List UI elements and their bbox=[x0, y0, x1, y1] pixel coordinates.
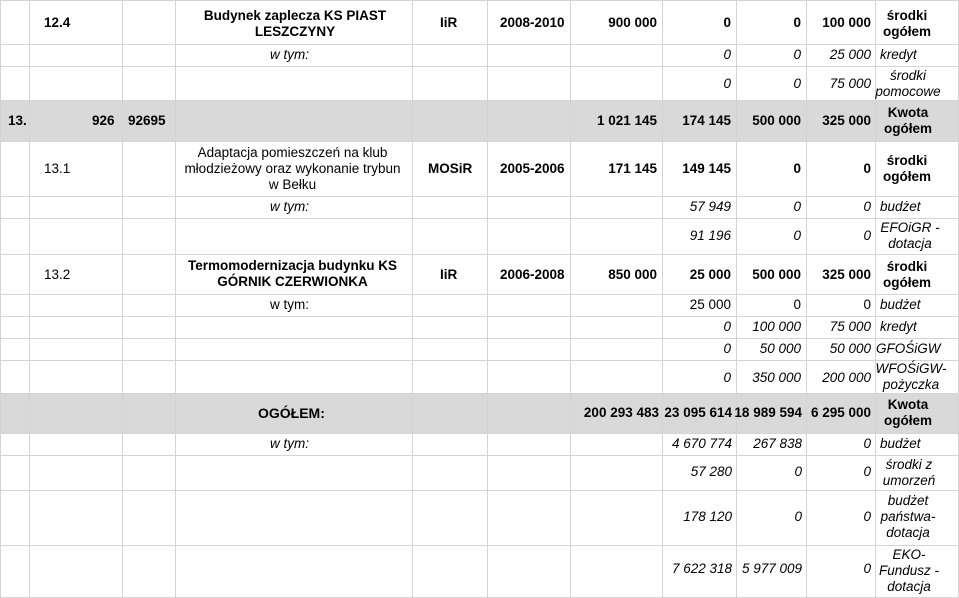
value-y3: 325 000 bbox=[822, 113, 871, 128]
value-y1: 7 622 318 bbox=[671, 561, 732, 576]
value-y1: 149 145 bbox=[682, 161, 731, 176]
value-y1: 174 145 bbox=[682, 113, 731, 128]
unit: IiR bbox=[440, 15, 458, 30]
value-y2: 0 bbox=[794, 509, 802, 524]
total-cost: 850 000 bbox=[608, 267, 657, 282]
funding-source: środki z umorzeń bbox=[882, 457, 936, 488]
value-y2: 0 bbox=[793, 199, 801, 214]
subrow-label: w tym: bbox=[270, 199, 309, 214]
value-y3: 25 000 bbox=[829, 47, 871, 62]
years: 2006-2008 bbox=[500, 267, 565, 282]
value-y3: 0 bbox=[863, 199, 871, 214]
subrow-label: w tym: bbox=[270, 436, 309, 451]
value-y3: 75 000 bbox=[829, 319, 871, 334]
value-y2: 18 989 594 bbox=[734, 405, 802, 420]
chapter: 92695 bbox=[128, 113, 166, 128]
value-y1: 178 120 bbox=[683, 509, 732, 524]
value-y2: 5 977 009 bbox=[741, 561, 802, 576]
value-y2: 0 bbox=[793, 76, 801, 91]
value-y2: 267 838 bbox=[753, 436, 802, 451]
funding-source: środki ogółem bbox=[882, 8, 931, 39]
value-y1: 4 670 774 bbox=[671, 436, 732, 451]
funding-source: Kwota ogółem bbox=[883, 397, 932, 428]
value-y3: 6 295 000 bbox=[810, 405, 871, 420]
subrow-label: w tym: bbox=[270, 297, 309, 312]
funding-source: środki ogółem bbox=[882, 259, 931, 290]
total-cost: 200 293 483 bbox=[583, 405, 659, 420]
funding-source: budżet państwa- dotacja bbox=[880, 493, 936, 540]
total-cost: 171 145 bbox=[608, 161, 657, 176]
value-y1: 57 949 bbox=[689, 199, 731, 214]
value-y2: 0 bbox=[793, 161, 801, 176]
value-y3: 100 000 bbox=[822, 15, 871, 30]
value-y3: 325 000 bbox=[822, 267, 871, 282]
value-y2: 0 bbox=[793, 47, 801, 62]
value-y2: 0 bbox=[794, 464, 802, 479]
task-name: Termomodernizacja budynku KS GÓRNIK CZERWIONKA bbox=[187, 258, 398, 289]
task-name: Budynek zaplecza KS PIAST LESZCZYNY bbox=[203, 8, 387, 39]
value-y1: 0 bbox=[723, 370, 731, 385]
subrow-label: w tym: bbox=[270, 47, 309, 62]
value-y3: 0 bbox=[863, 297, 871, 312]
value-y2: 500 000 bbox=[752, 113, 801, 128]
value-y3: 50 000 bbox=[829, 341, 871, 356]
funding-source: środki ogółem bbox=[882, 153, 931, 184]
value-y2: 50 000 bbox=[759, 341, 801, 356]
value-y1: 0 bbox=[723, 15, 731, 30]
funding-source: budżet bbox=[880, 199, 921, 214]
value-y3: 200 000 bbox=[822, 370, 871, 385]
value-y2: 500 000 bbox=[752, 267, 801, 282]
value-y2: 0 bbox=[793, 15, 801, 30]
value-y2: 0 bbox=[793, 297, 801, 312]
division: 926 bbox=[92, 113, 115, 128]
value-y1: 25 000 bbox=[689, 297, 731, 312]
funding-source: EKO- Fundusz - dotacja bbox=[878, 547, 940, 594]
funding-source: kredyt bbox=[880, 47, 917, 62]
value-y3: 0 bbox=[863, 561, 871, 576]
unit: IiR bbox=[440, 267, 458, 282]
total-cost: 900 000 bbox=[608, 15, 657, 30]
value-y1: 91 196 bbox=[689, 228, 731, 243]
value-y2: 350 000 bbox=[752, 370, 801, 385]
row-number: 13.2 bbox=[44, 267, 71, 282]
value-y3: 0 bbox=[863, 436, 871, 451]
task-name: Adaptacja pomieszczeń na klub młodzieżowy oraz wykonanie trybun w Bełku bbox=[184, 145, 401, 192]
value-y3: 75 000 bbox=[829, 76, 871, 91]
total-label: OGÓŁEM: bbox=[258, 405, 325, 421]
funding-source: budżet bbox=[880, 436, 921, 451]
value-y3: 0 bbox=[863, 464, 871, 479]
value-y2: 0 bbox=[793, 228, 801, 243]
years: 2008-2010 bbox=[500, 15, 565, 30]
funding-source: środki pomocowe bbox=[875, 67, 941, 99]
funding-source: budżet bbox=[880, 297, 921, 312]
row-number: 13.1 bbox=[44, 161, 71, 176]
years: 2005-2006 bbox=[500, 161, 565, 176]
funding-source: EFOiGR - dotacja bbox=[880, 220, 940, 251]
funding-source: kredyt bbox=[880, 319, 917, 334]
value-y1: 0 bbox=[723, 76, 731, 91]
value-y3: 0 bbox=[863, 161, 871, 176]
funding-source: GFOŚiGW bbox=[876, 341, 941, 356]
value-y3: 0 bbox=[863, 228, 871, 243]
value-y1: 25 000 bbox=[689, 267, 731, 282]
unit: MOSiR bbox=[428, 161, 473, 176]
value-y1: 0 bbox=[723, 47, 731, 62]
value-y3: 0 bbox=[863, 509, 871, 524]
total-cost: 1 021 145 bbox=[596, 113, 657, 128]
value-y1: 0 bbox=[723, 341, 731, 356]
row-number: 12.4 bbox=[44, 15, 71, 30]
funding-source: Kwota ogółem bbox=[883, 105, 932, 136]
value-y2: 100 000 bbox=[752, 319, 801, 334]
value-y1: 57 280 bbox=[690, 464, 732, 479]
value-y1: 0 bbox=[723, 319, 731, 334]
funding-source: WFOŚiGW- pożyczka bbox=[875, 361, 947, 392]
value-y1: 23 095 614 bbox=[664, 405, 732, 420]
row-number: 13. bbox=[8, 113, 27, 128]
